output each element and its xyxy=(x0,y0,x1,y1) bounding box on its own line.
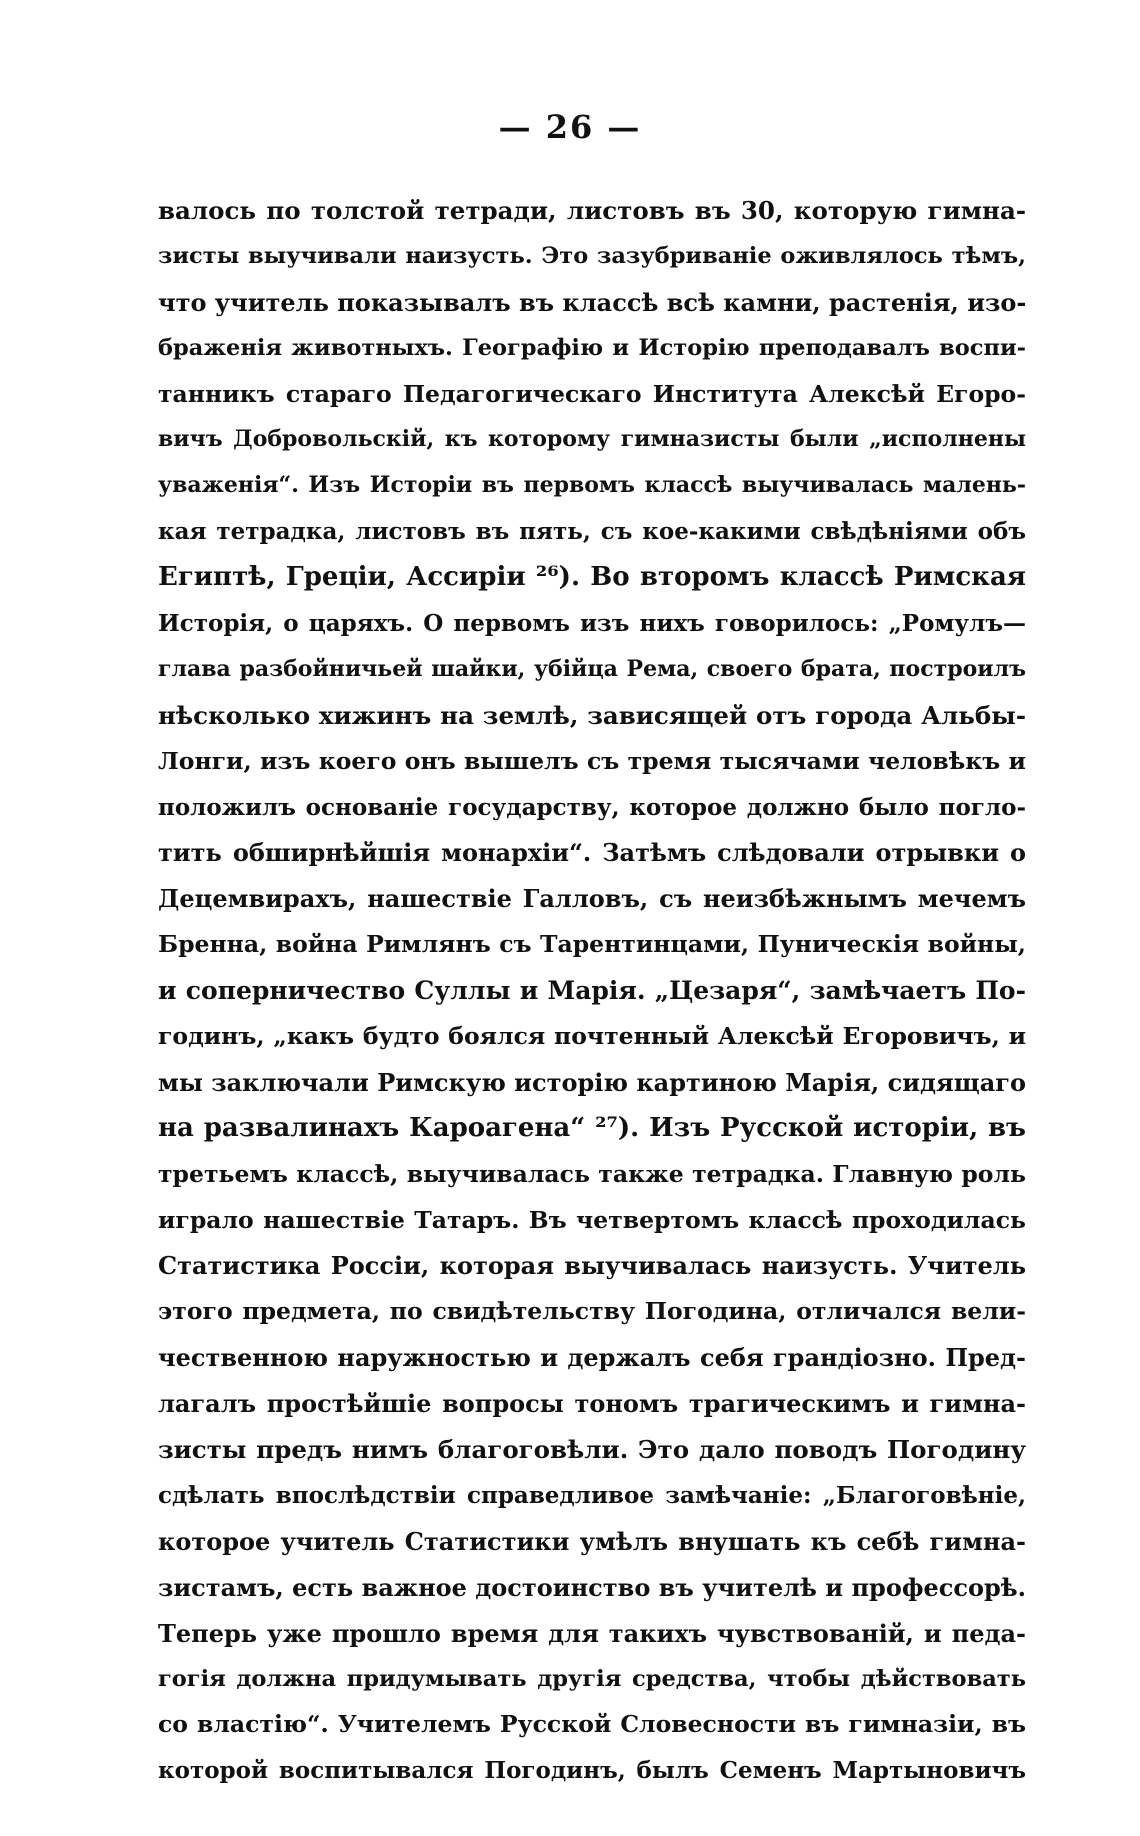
text-line: тить обширнѣйшiя монархiи“. Затѣмъ слѣдовали отрывки о xyxy=(158,838,1026,868)
text-line: лагалъ простѣйшiе вопросы тономъ трагическимъ и гимна- xyxy=(158,1389,1026,1419)
text-line: которое учитель Статистики умѣлъ внушать къ себѣ гимна- xyxy=(158,1526,1026,1556)
text-line: которой воспитывался Погодинъ, былъ Семенъ Мартыновичъ xyxy=(158,1757,1026,1785)
text-line: уваженiя“. Изъ Исторiи въ первомъ классѣ выучивалась малень- xyxy=(158,472,1026,499)
text-line: гогiя должна придумывать другiя средства, чтобы дѣйствовать xyxy=(158,1665,1026,1692)
text-line: третьемъ классѣ, выучивалась также тетрадка. Главную роль xyxy=(158,1159,1026,1188)
text-line: зисты выучивали наизусть. Это зазубриванiе оживлялось тѣмъ, xyxy=(158,242,1026,269)
body-text xyxy=(158,188,1026,1794)
text-line: нѣсколько хижинъ на землѣ, зависящей отъ города Альбы- xyxy=(158,700,1026,730)
text-line: этого предмета, по свидѣтельству Погодина, отличался вели- xyxy=(158,1297,1026,1326)
text-line: на развалинахъ Кароагена“ ²⁷). Изъ Русской исторiи, въ xyxy=(158,1112,1026,1143)
text-line: чественною наружностью и держалъ себя грандiозно. Пред- xyxy=(158,1343,1026,1373)
page-number: — 26 — xyxy=(498,108,642,146)
text-line: Теперь уже прошло время для такихъ чувствованiй, и педа- xyxy=(158,1618,1026,1648)
text-line: зистамъ, есть важное достоинство въ учителѣ и профессорѣ. xyxy=(158,1572,1026,1602)
text-line: валось по толстой тетради, листовъ въ 30, которую гимна- xyxy=(158,196,1026,225)
text-line: кая тетрадка, листовъ въ пять, съ кое-какими свѣдѣнiями объ xyxy=(158,518,1026,546)
text-line: Децемвирахъ, нашествiе Галловъ, съ неизбѣжнымъ мечемъ xyxy=(158,884,1026,914)
text-line: годинъ, „какъ будто боялся почтенный Алексѣй Егоровичъ, и xyxy=(158,1022,1026,1051)
text-line: Исторiя, о царяхъ. О первомъ изъ нихъ говорилось: „Ромулъ— xyxy=(158,610,1026,638)
text-line: и соперничество Суллы и Марiя. „Цезаря“, замѣчаетъ По- xyxy=(158,976,1026,1006)
text-line: глава разбойничьей шайки, убiйца Рема, своего брата, построилъ xyxy=(158,655,1026,682)
text-line: Статистика Россiи, которая выучивалась наизусть. Учитель xyxy=(158,1251,1026,1281)
text-line: положилъ основанiе государству, которое должно было погло- xyxy=(158,793,1026,821)
text-line: Египтѣ, Грецiи, Ассирiи ²⁶). Во второмъ классѣ Римская xyxy=(158,562,1026,593)
text-line: Бренна, война Римлянъ съ Тарентинцами, Пуническiя войны, xyxy=(158,930,1026,959)
text-line: что учитель показывалъ въ классѣ всѣ камни, растенiя, изо- xyxy=(158,287,1027,317)
text-line: со властiю“. Учителемъ Русской Словесности въ гимназiи, въ xyxy=(158,1710,1026,1739)
text-line: играло нашествiе Татаръ. Въ четвертомъ классѣ проходилась xyxy=(158,1205,1026,1234)
text-line: вичъ Добровольскiй, къ которому гимназисты были „исполнены xyxy=(158,426,1026,453)
text-line: сдѣлать впослѣдствiи справедливое замѣчанiе: „Благоговѣнiе, xyxy=(158,1481,1026,1509)
text-line: Лонги, изъ коего онъ вышелъ съ тремя тысячами человѣкъ и xyxy=(158,746,1026,775)
text-line: зисты предъ нимъ благоговѣли. Это дало поводъ Погодину xyxy=(158,1435,1026,1465)
text-line: мы заключали Римскую исторiю картиною Марiя, сидящаго xyxy=(158,1067,1027,1097)
text-line: браженiя животныхъ. Географiю и Исторiю преподавалъ воспи- xyxy=(158,334,1026,361)
text-line: танникъ стараго Педагогическаго Института Алексѣй Егоро- xyxy=(158,379,1026,408)
